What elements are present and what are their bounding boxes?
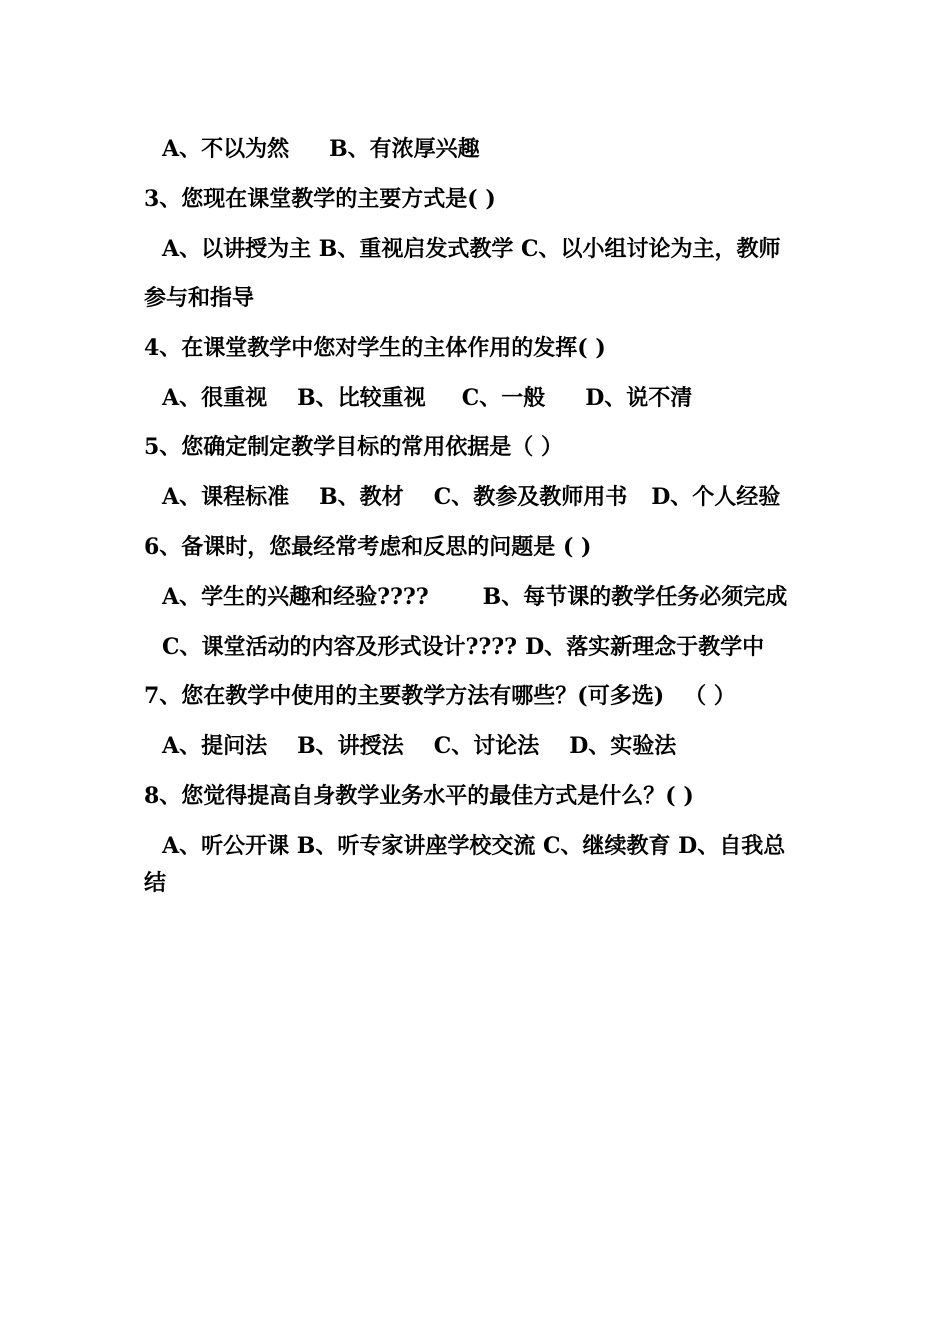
q7-options: [162, 731, 676, 761]
q4-question: 4、在课堂教学中您对学生的主体作用的发挥( ): [144, 335, 606, 361]
q2-option-a: A、不以为然: [162, 136, 290, 162]
q6-option-c: C、课堂活动的内容及形式设计????: [162, 634, 518, 660]
q5-options: [162, 482, 780, 512]
q3-options-line1: A、以讲授为主 B、重视启发式教学 C、以小组讨论为主，教师: [162, 236, 781, 262]
q7-option-b: B、讲授法: [297, 733, 404, 759]
q7-question: 7、您在教学中使用的主要教学方法有哪些？(可多选): [144, 683, 665, 709]
q5-option-c: C、教参及教师用书: [433, 484, 628, 510]
q4-option-c: C、一般: [461, 385, 546, 411]
q3-options-line2: 参与和指导: [144, 285, 255, 311]
q6-options-line1: [162, 582, 787, 612]
q6-option-a: A、学生的兴趣和经验????: [162, 584, 429, 610]
q8-options-line2: 结: [144, 870, 167, 896]
q6-options-line2: [162, 632, 764, 662]
q7-answer-paren: （ ）: [684, 683, 736, 709]
q4-options: [162, 383, 692, 413]
q8-options-line1: A、听公开课 B、听专家讲座学校交流 C、继续教育 D、自我总: [162, 833, 786, 859]
q7-option-a: A、提问法: [162, 733, 268, 759]
q2-options: [162, 134, 480, 164]
q7-question-line: [144, 681, 736, 711]
q7-option-c: C、讨论法: [433, 733, 540, 759]
q6-question: 6、备课时，您最经常考虑和反思的问题是 ( ): [144, 534, 592, 560]
q8-question: 8、您觉得提高自身教学业务水平的最佳方式是什么？( ): [144, 783, 694, 809]
q2-option-b: B、有浓厚兴趣: [329, 136, 480, 162]
q6-option-b: B、每节课的教学任务必须完成: [482, 584, 788, 610]
q4-option-a: A、很重视: [162, 385, 268, 411]
q4-option-d: D、说不清: [585, 385, 693, 411]
q6-option-d: D、落实新理念于教学中: [525, 634, 765, 660]
q5-question: 5、您确定制定教学目标的常用依据是（ ）: [144, 434, 563, 460]
q5-option-a: A、课程标准: [162, 484, 290, 510]
q7-option-d: D、实验法: [569, 733, 677, 759]
q4-option-b: B、比较重视: [297, 385, 426, 411]
q3-question: 3、您现在课堂教学的主要方式是( ): [144, 186, 496, 212]
q5-option-d: D、个人经验: [651, 484, 781, 510]
q5-option-b: B、教材: [319, 484, 404, 510]
